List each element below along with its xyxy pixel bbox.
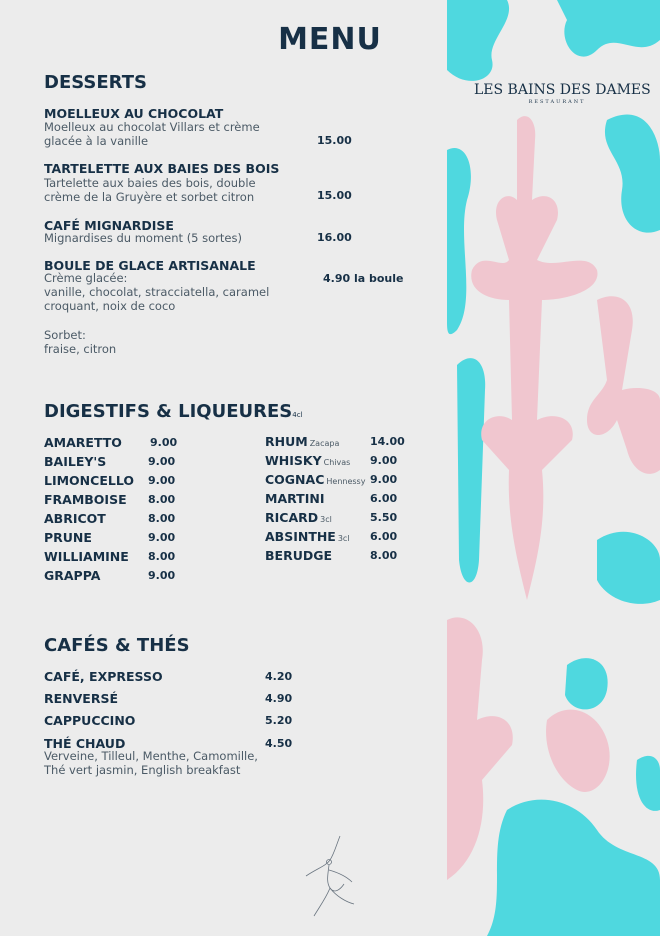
digestif-name [265,434,339,449]
digestif-name-text: RHUM [265,434,308,449]
digestif-note: Hennessy [326,477,366,486]
digestif-price: 9.00 [148,455,176,468]
digestif-name [265,510,332,525]
digestif-note: 3cl [337,534,350,543]
digestif-name: GRAPPA [44,568,101,583]
dessert-name: CAFÉ MIGNARDISE [44,218,174,233]
digestif-name: BAILEY'S [44,454,107,469]
digestif-name [265,548,334,563]
digestif-name: LIMONCELLO [44,473,134,488]
dessert-desc [44,271,269,313]
dessert-desc [44,120,260,148]
digestif-name-text: BERUDGE [265,548,333,563]
digestif-name-text: COGNAC [265,472,325,487]
digestif-price: 9.00 [148,474,176,487]
digestif-name-text: WHISKY [265,453,322,468]
dessert-price: 15.00 [317,134,352,147]
desc-line: Thé vert jasmin, English breakfast [44,763,241,777]
digestif-name [265,491,326,506]
desc-line: Tartelette aux baies des bois, double [44,176,256,190]
the-desc [44,749,258,777]
dessert-desc [44,176,256,204]
desc-line: crème de la Gruyère et sorbet citron [44,190,255,204]
brand-name: LES BAINS DES DAMES [474,82,651,98]
dessert-name: BOULE DE GLACE ARTISANALE [44,258,256,273]
dessert-price: 16.00 [317,231,352,244]
cafe-price: 4.50 [265,737,293,750]
dancer-illustration [296,832,366,922]
digestif-price: 6.00 [370,492,398,505]
digestif-name-text: ABSINTHE [265,529,336,544]
digestif-note: Zacapa [309,439,340,448]
digestif-price: 9.00 [148,569,176,582]
digestifs-heading-text: DIGESTIFS & LIQUEURES [44,401,293,422]
digestifs-heading [44,401,303,422]
cafe-name: CAPPUCCINO [44,713,136,728]
brand-subtitle: RESTAURANT [528,99,586,105]
cafes-heading: CAFÉS & THÉS [44,635,190,656]
digestif-price: 8.00 [148,550,176,563]
cafe-name: RENVERSÉ [44,691,119,706]
digestif-price: 8.00 [148,512,176,525]
cafe-price: 5.20 [265,714,293,727]
dessert-name: TARTELETTE AUX BAIES DES BOIS [44,161,280,176]
desc-line: Mignardises du moment (5 sortes) [44,231,242,245]
desc-line: vanille, chocolat, stracciatella, caramel [44,285,270,299]
desc-line: Moelleux au chocolat Villars et crème [44,120,260,134]
page-title: MENU [278,22,382,57]
desc-line: fraise, citron [44,342,117,356]
digestif-note: 3cl [320,515,332,524]
digestif-name: FRAMBOISE [44,492,127,507]
digestif-price: 5.50 [370,511,398,524]
desc-line: croquant, noix de coco [44,299,176,313]
digestif-name: AMARETTO [44,435,122,450]
desserts-heading: DESSERTS [44,72,147,93]
cafe-price: 4.20 [265,670,293,683]
desc-line: Crème glacée: [44,271,128,285]
digestif-name: ABRICOT [44,511,106,526]
digestifs-heading-note: 4cl [292,411,303,419]
dessert-desc [44,231,242,245]
brand-logo [474,82,651,105]
digestif-price: 8.00 [148,493,176,506]
digestif-name [265,529,350,544]
coral-decoration [447,0,660,936]
dessert-name: MOELLEUX AU CHOCOLAT [44,106,224,121]
digestif-name: PRUNE [44,530,92,545]
dessert-price: 15.00 [317,189,352,202]
cafe-name: THÉ CHAUD [44,736,126,751]
sorbet-desc [44,328,116,356]
digestif-price: 14.00 [370,435,405,448]
digestif-price: 8.00 [370,549,398,562]
cafe-price: 4.90 [265,692,293,705]
digestif-name-text: MARTINI [265,491,325,506]
cafe-name: CAFÉ, EXPRESSO [44,669,163,684]
desc-line: Verveine, Tilleul, Menthe, Camomille, [44,749,258,763]
dessert-price: 4.90 la boule [323,272,404,285]
digestif-note: Chivas [323,458,351,467]
digestif-name-text: RICARD [265,510,319,525]
desc-line: glacée à la vanille [44,134,149,148]
digestif-price: 9.00 [150,436,178,449]
digestif-name: WILLIAMINE [44,549,129,564]
desc-line: Sorbet: [44,328,86,342]
digestif-name [265,472,365,487]
digestif-price: 6.00 [370,530,398,543]
digestif-price: 9.00 [370,473,398,486]
digestif-name [265,453,350,468]
digestif-price: 9.00 [370,454,398,467]
digestif-price: 9.00 [148,531,176,544]
